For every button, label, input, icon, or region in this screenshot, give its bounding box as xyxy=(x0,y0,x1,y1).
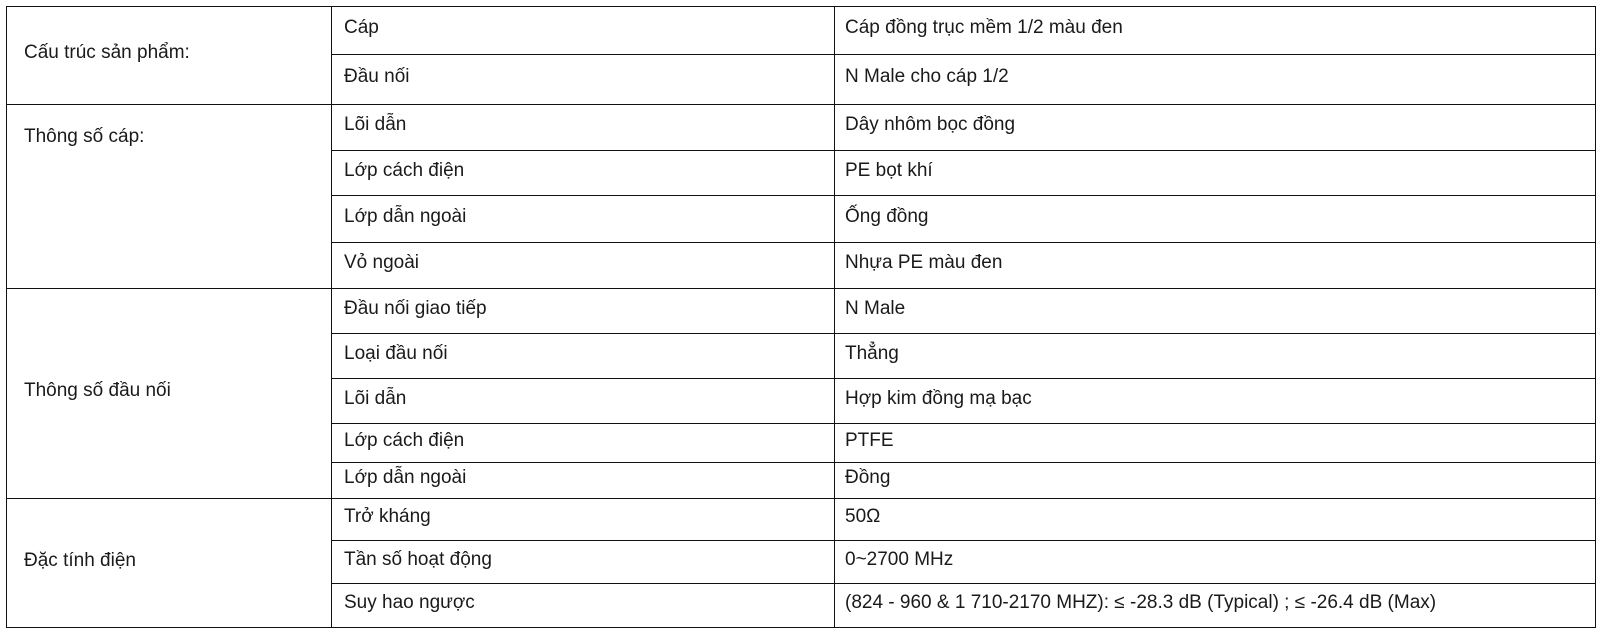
property-label: Lớp dẫn ngoài xyxy=(344,205,467,227)
group-label: Thông số đầu nối xyxy=(24,380,171,401)
property-label: Lớp cách điện xyxy=(344,429,465,451)
property-label: Lõi dẫn xyxy=(344,114,407,135)
border-right xyxy=(1595,6,1596,628)
row-divider xyxy=(331,150,1596,151)
property-label: Tần số hoạt động xyxy=(344,548,492,570)
property-value: N Male cho cáp 1/2 xyxy=(845,66,1009,87)
row-divider xyxy=(331,583,1596,584)
row-divider xyxy=(331,378,1596,379)
property-label: Đầu nối xyxy=(344,66,410,87)
property-value: Nhựa PE màu đen xyxy=(845,252,1003,273)
property-value: (824 - 960 & 1 710-2170 MHZ): ≤ -28.3 dB (Typical) ; ≤ -26.4 dB (Max) xyxy=(845,592,1437,613)
property-label: Lõi dẫn xyxy=(344,387,407,409)
property-value: 50Ω xyxy=(845,506,881,527)
group-divider xyxy=(6,498,1596,499)
property-value: Đồng xyxy=(845,467,891,488)
border-left xyxy=(6,6,7,628)
property-value: Ống đồng xyxy=(845,205,929,227)
property-value: PTFE xyxy=(845,429,894,451)
group-label: Thông số cáp: xyxy=(24,126,145,147)
property-value: Hợp kim đồng mạ bạc xyxy=(845,387,1032,409)
property-value: Thẳng xyxy=(845,342,899,364)
property-label: Đầu nối giao tiếp xyxy=(344,297,487,319)
property-value: 0~2700 MHz xyxy=(845,548,954,570)
property-label: Suy hao ngược xyxy=(344,592,475,613)
column-divider-2 xyxy=(834,6,835,628)
group-divider xyxy=(6,288,1596,289)
row-divider xyxy=(331,54,1596,55)
property-label: Lớp cách điện xyxy=(344,159,465,181)
property-value: N Male xyxy=(845,297,906,319)
row-divider xyxy=(331,242,1596,243)
property-label: Vỏ ngoài xyxy=(344,252,420,273)
property-value: Cáp đồng trục mềm 1/2 màu đen xyxy=(845,17,1123,38)
border-top xyxy=(6,6,1596,7)
property-label: Loại đầu nối xyxy=(344,342,448,364)
row-divider xyxy=(331,462,1596,463)
group-divider xyxy=(6,627,1596,628)
row-divider xyxy=(331,195,1596,196)
group-label: Đặc tính điện xyxy=(24,549,136,571)
row-divider xyxy=(331,423,1596,424)
group-divider xyxy=(6,104,1596,105)
property-value: PE bọt khí xyxy=(845,159,933,181)
row-divider xyxy=(331,333,1596,334)
property-label: Lớp dẫn ngoài xyxy=(344,467,467,488)
property-label: Cáp xyxy=(344,17,379,38)
group-label: Cấu trúc sản phẩm: xyxy=(24,42,190,63)
column-divider-1 xyxy=(331,6,332,628)
property-value: Dây nhôm bọc đồng xyxy=(845,114,1016,135)
property-label: Trở kháng xyxy=(344,506,431,527)
row-divider xyxy=(331,540,1596,541)
